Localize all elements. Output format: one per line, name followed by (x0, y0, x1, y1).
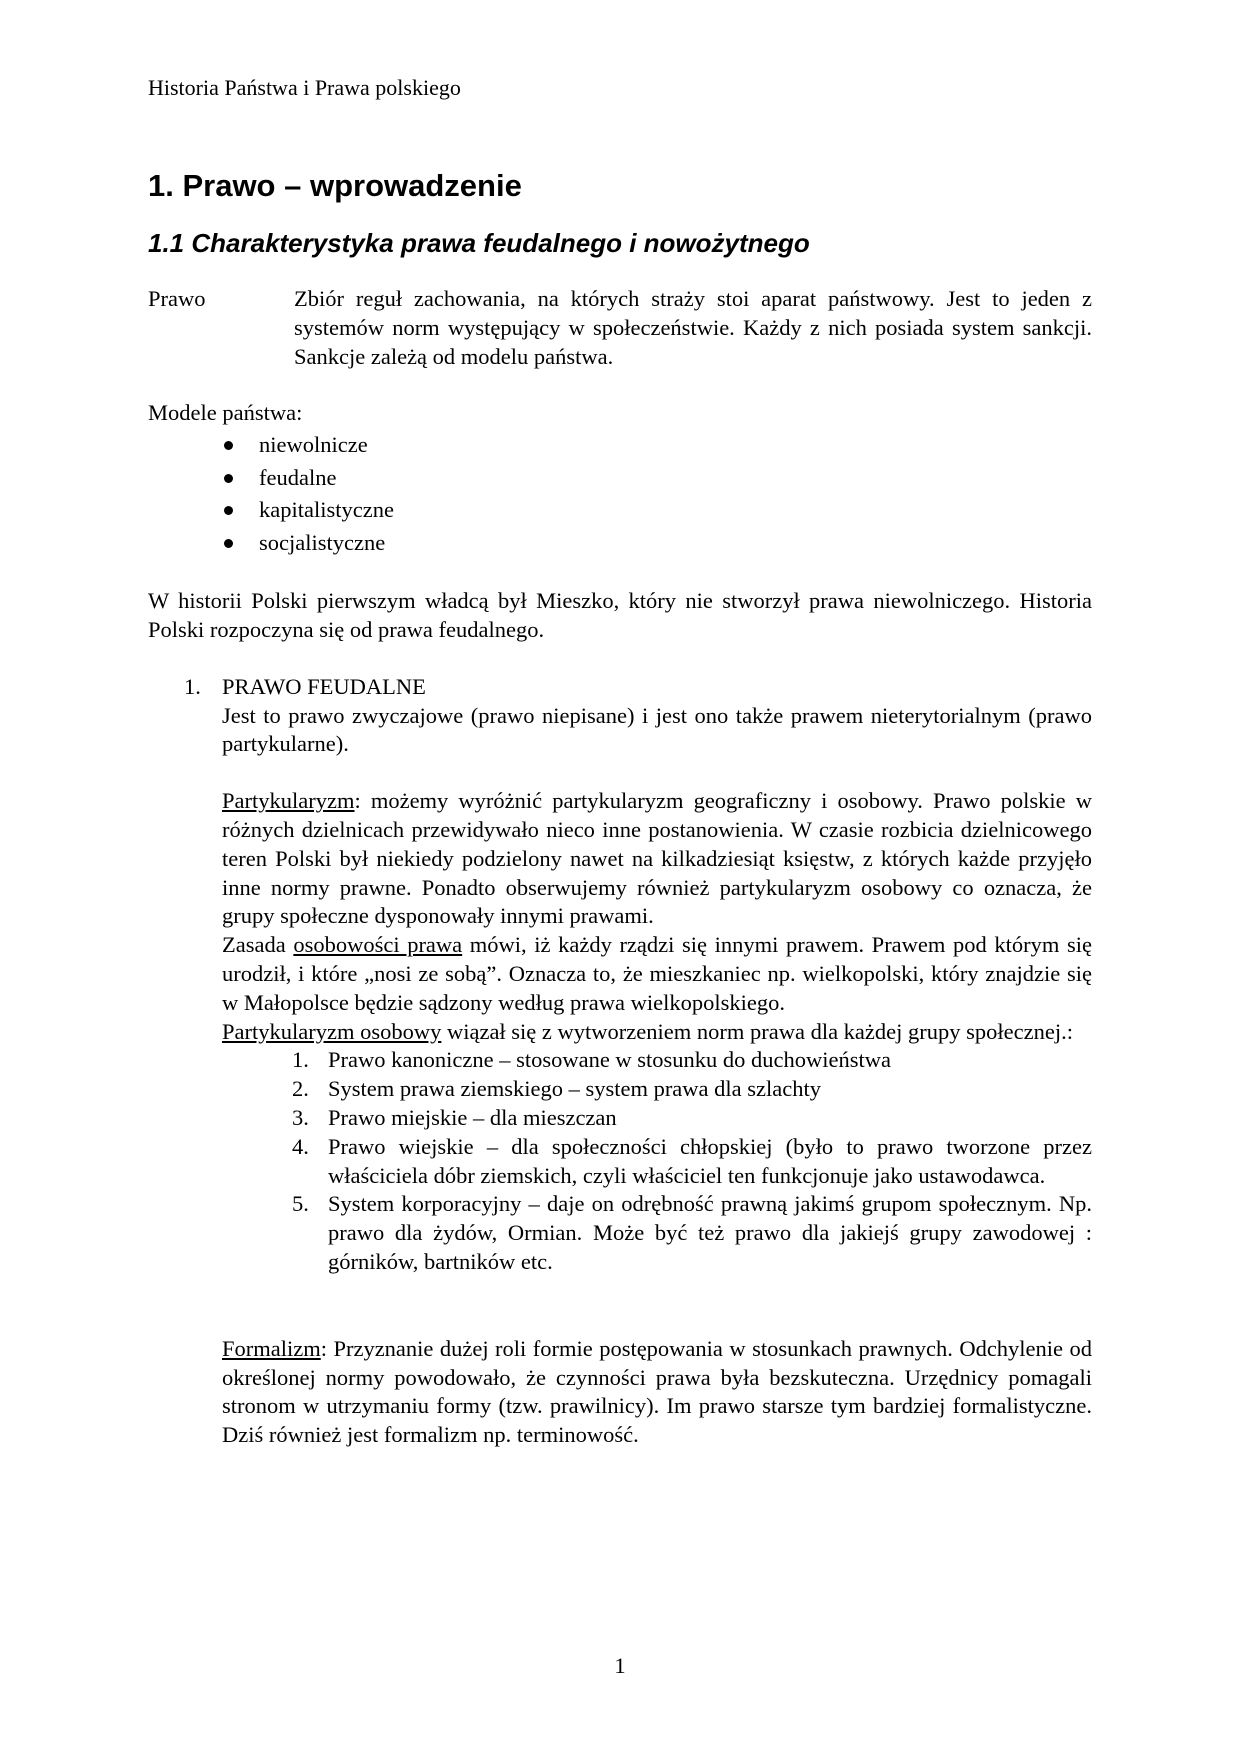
list-item: kapitalistyczne (148, 494, 1092, 527)
feudal-section (184, 673, 1092, 1450)
definition-row (148, 285, 1092, 371)
bullet-icon (224, 506, 233, 515)
history-paragraph: W historii Polski pierwszym władcą był Mieszko, który nie stworzył prawa niewolniczego. Historia Polski rozpoczyna się od prawa feudalnego. (148, 588, 1092, 642)
list-item: socjalistyczne (148, 527, 1092, 560)
bullet-icon (224, 474, 233, 483)
list-item: 3. Prawo miejskie – dla mieszczan (292, 1104, 617, 1130)
feudal-title: PRAWO FEUDALNE (222, 673, 426, 699)
feudal-content (222, 702, 1092, 1450)
zasada-label: osobowości prawa (293, 932, 463, 958)
running-header: Historia Państwa i Prawa polskiego (148, 75, 461, 100)
bullet-icon (224, 539, 233, 548)
definition-body: Zbiór reguł zachowania, na których straży stoi aparat państwowy. Jest to jeden z systemów norm występujący w społeczeństwie. Każdy z nich posiada system sankcji. Sankcje zależą od modelu państwa. (294, 286, 1092, 369)
law-types-list (222, 1046, 1092, 1276)
document-body (148, 168, 1092, 1450)
partykularyzm-paragraph: Partykularyzm: możemy wyróżnić partykularyzm geograficzny i osobowy. Prawo polskie w różnych dzielnicach przewidywało nieco inne postanowienia. W czasie rozbicia dzielnicowego teren Polski był niekiedy podzielony nawet na kilkadziesiąt księstw, z których każde przyjęło inne normy prawne. Ponadto obserwujemy również partykularyzm osobowy co oznacza, że grupy społeczne dysponowały innymi prawami. (222, 788, 1092, 929)
list-item: niewolnicze (148, 429, 1092, 462)
list-item: 4. Prawo wiejskie – dla społeczności chłopskiej (było to prawo tworzone przez właściciela dóbr ziemskich, czyli właściciel ten funkcjonuje jako ustawodawca. (292, 1133, 1092, 1188)
list-item: 1. Prawo kanoniczne – stosowane w stosunku do duchowieństwa (292, 1047, 892, 1073)
feudal-intro: Jest to prawo zwyczajowe (prawo niepisane) i jest ono także prawem nieterytorialnym (prawo partykularne). (222, 702, 1092, 757)
zasada-paragraph: Zasada osobowości prawa mówi, iż każdy rządzi się innymi prawem. Prawem pod którym się urodził, i które „nosi ze sobą”. Oznacza to, że mieszkaniec np. wielkopolski, który znajdzie się w Małopolsce będzie sądzony według prawa wielkopolskiego. (222, 932, 1092, 1015)
formalizm-paragraph: Formalizm: Przyznanie dużej roli formie postępowania w stosunkach prawnych. Odchylenie od określonej normy powodowało, że czynności prawa była bezskuteczna. Urzędnicy pomagali stronom w utrzymaniu formy (tzw. prawilnicy). Im prawo starsze tym bardziej formalistyczne. Dziś również jest formalizm np. terminowość. (222, 1335, 1092, 1448)
osobowy-label: Partykularyzm osobowy (222, 1018, 442, 1044)
feudal-number: 1. (184, 673, 201, 699)
models-title: Modele państwa: (148, 400, 303, 426)
formalizm-label: Formalizm (222, 1335, 321, 1361)
bullet-icon (224, 441, 233, 450)
models-list (148, 429, 1092, 559)
chapter-heading: 1. Prawo – wprowadzenie (148, 168, 522, 203)
partykularyzm-label: Partykularyzm (222, 788, 355, 814)
list-item: feudalne (148, 462, 1092, 495)
list-item: 5. System korporacyjny – daje on odrębność prawną jakimś grupom społecznym. Np. prawo dla żydów, Ormian. Może być też prawo dla jakiejś grupy zawodowej : górników, bartników etc. (292, 1191, 1092, 1274)
section-heading: 1.1 Charakterystyka prawa feudalnego i nowożytnego (148, 228, 810, 258)
page-number: 1 (614, 1653, 626, 1678)
feudal-heading (184, 673, 1092, 702)
list-item: 2. System prawa ziemskiego – system prawa dla szlachty (292, 1076, 821, 1102)
definition-term: Prawo (148, 286, 206, 311)
osobowy-paragraph: Partykularyzm osobowy wiązał się z wytworzeniem norm prawa dla każdej grupy społecznej.: (222, 1018, 1073, 1044)
